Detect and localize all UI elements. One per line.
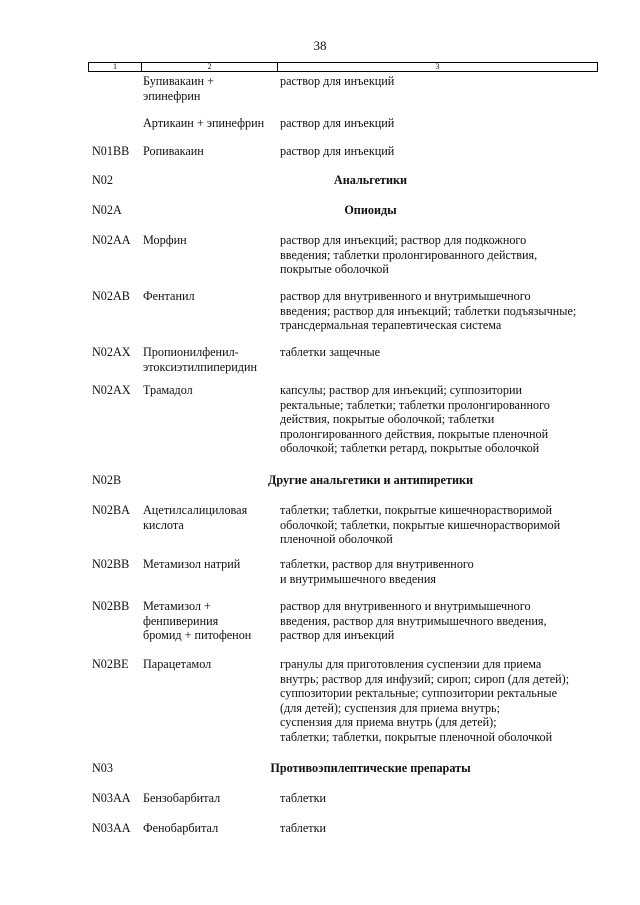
dosage-form-line: таблетки, раствор для внутривенного — [280, 557, 474, 571]
dosage-form — [280, 503, 600, 547]
drug-name — [143, 657, 277, 672]
dosage-form-line: ректальные; таблетки; таблетки пролонгированного — [280, 397, 550, 412]
dosage-form-line: оболочкой; таблетки, покрытые кишечнорастворимой — [280, 517, 561, 532]
dosage-form-line: таблетки; таблетки, покрытые пленочной оболочкой — [280, 729, 553, 744]
dosage-form-line: раствор для внутривенного и внутримышечного — [280, 289, 531, 303]
drug-name — [143, 144, 277, 159]
group-heading: Опиоиды — [344, 203, 397, 217]
atc-code: N03AA — [92, 821, 131, 835]
dosage-form-line: таблетки; таблетки, покрытые кишечнорастворимой — [280, 503, 553, 517]
drug-name-line: эпинефрин — [143, 88, 201, 103]
dosage-form — [280, 289, 600, 333]
table-header — [88, 62, 598, 72]
dosage-form — [280, 657, 600, 745]
dosage-form — [280, 345, 600, 360]
dosage-form-line: раствор для инъекций — [280, 74, 395, 88]
dosage-form-line: введения; таблетки пролонгированного действия, — [280, 247, 538, 262]
dosage-form — [280, 791, 600, 806]
drug-name — [143, 116, 277, 131]
dosage-form — [280, 599, 600, 643]
drug-name — [143, 557, 277, 572]
drug-name — [143, 233, 277, 248]
drug-name-line: Ацетилсалициловая — [143, 503, 248, 517]
dosage-form-line: трансдермальная терапевтическая система — [280, 318, 502, 333]
atc-code: N02BB — [92, 557, 130, 571]
dosage-form-line: раствор для инъекций — [280, 116, 395, 130]
drug-name-line: Парацетамол — [143, 657, 212, 671]
atc-code: N02B — [92, 473, 122, 487]
drug-name — [143, 345, 277, 374]
dosage-form-line: пролонгированного действия, покрытые пленочной — [280, 426, 549, 441]
atc-code: N01BB — [92, 144, 130, 158]
dosage-form-line: пленочной оболочкой — [280, 532, 393, 547]
dosage-form-line: раствор для инъекций — [280, 144, 395, 158]
drug-name-line: Метамизол натрий — [143, 557, 241, 571]
drug-name-line: Метамизол + — [143, 599, 211, 613]
dosage-form-line: раствор для инъекций — [280, 628, 395, 643]
atc-code: N02A — [92, 203, 122, 217]
drug-name — [143, 383, 277, 398]
drug-name-line: Пропионилфенил- — [143, 345, 239, 359]
drug-name-line: Бензобарбитал — [143, 791, 221, 805]
dosage-form — [280, 116, 600, 131]
dosage-form — [280, 383, 600, 456]
dosage-form-line: таблетки — [280, 791, 327, 805]
drug-name — [143, 289, 277, 304]
dosage-form-line: действия, покрытые оболочкой; таблетки — [280, 412, 495, 427]
dosage-form-line: введения, раствор для внутримышечного введения, — [280, 613, 547, 628]
drug-name — [143, 503, 277, 532]
drug-name — [143, 599, 277, 643]
drug-name-line: Фентанил — [143, 289, 195, 303]
drug-name-line: фенпивериния — [143, 613, 219, 628]
drug-name-line: Трамадол — [143, 383, 193, 397]
column-number-2: 2 — [141, 63, 277, 71]
atc-code: N02BB — [92, 599, 130, 613]
drug-name-line: бромид + питофенон — [143, 628, 252, 643]
dosage-form-line: внутрь; раствор для инфузий; сироп; сироп (для детей); — [280, 671, 570, 686]
dosage-form-line: раствор для внутривенного и внутримышечного — [280, 599, 531, 613]
dosage-form-line: гранулы для приготовления суспензии для приема — [280, 657, 542, 671]
drug-name-line: Фенобарбитал — [143, 821, 219, 835]
atc-code: N03AA — [92, 791, 131, 805]
dosage-form-line: введения; раствор для инъекций; таблетки подъязычные; — [280, 303, 577, 318]
atc-code: N03 — [92, 761, 113, 775]
drug-name-line: этоксиэтилпиперидин — [143, 359, 258, 374]
dosage-form — [280, 233, 600, 277]
dosage-form-line: и внутримышечного введения — [280, 571, 436, 586]
atc-code: N02BE — [92, 657, 129, 671]
dosage-form-line: капсулы; раствор для инъекций; суппозитории — [280, 383, 522, 397]
column-number-3: 3 — [277, 63, 597, 71]
atc-code: N02AB — [92, 289, 130, 303]
dosage-form-line: таблетки — [280, 821, 327, 835]
atc-code: N02AA — [92, 233, 131, 247]
drug-name-line: Бупивакаин + — [143, 74, 214, 88]
drug-name-line: Артикаин + эпинефрин — [143, 116, 265, 130]
dosage-form — [280, 74, 600, 89]
atc-code: N02 — [92, 173, 113, 187]
dosage-form-line: покрытые оболочкой — [280, 262, 389, 277]
drug-name-line: Ропивакаин — [143, 144, 204, 158]
dosage-form — [280, 821, 600, 836]
column-number-1: 1 — [113, 62, 117, 71]
atc-code: N02AX — [92, 345, 131, 359]
dosage-form-line: оболочкой; таблетки ретард, покрытые оболочкой — [280, 441, 540, 456]
dosage-form-line: раствор для инъекций; раствор для подкожного — [280, 233, 527, 247]
dosage-form — [280, 144, 600, 159]
page-number: 38 — [313, 38, 327, 53]
group-heading: Другие анальгетики и антипиретики — [267, 473, 474, 487]
dosage-form-line: таблетки защечные — [280, 345, 381, 359]
dosage-form-line: (для детей); суспензия для приема внутрь; — [280, 700, 500, 715]
dosage-form-line: суспензия для приема внутрь (для детей); — [280, 715, 497, 730]
group-heading: Анальгетики — [333, 173, 408, 187]
drug-name — [143, 791, 277, 806]
dosage-form — [280, 557, 600, 586]
drug-name-line: кислота — [143, 517, 184, 532]
drug-name-line: Морфин — [143, 233, 187, 247]
atc-code: N02BA — [92, 503, 130, 517]
drug-name — [143, 821, 277, 836]
group-heading: Противоэпилептические препараты — [270, 761, 471, 775]
drug-name — [143, 74, 277, 103]
atc-code: N02AX — [92, 383, 131, 397]
dosage-form-line: суппозитории ректальные; суппозитории ректальные — [280, 686, 557, 701]
